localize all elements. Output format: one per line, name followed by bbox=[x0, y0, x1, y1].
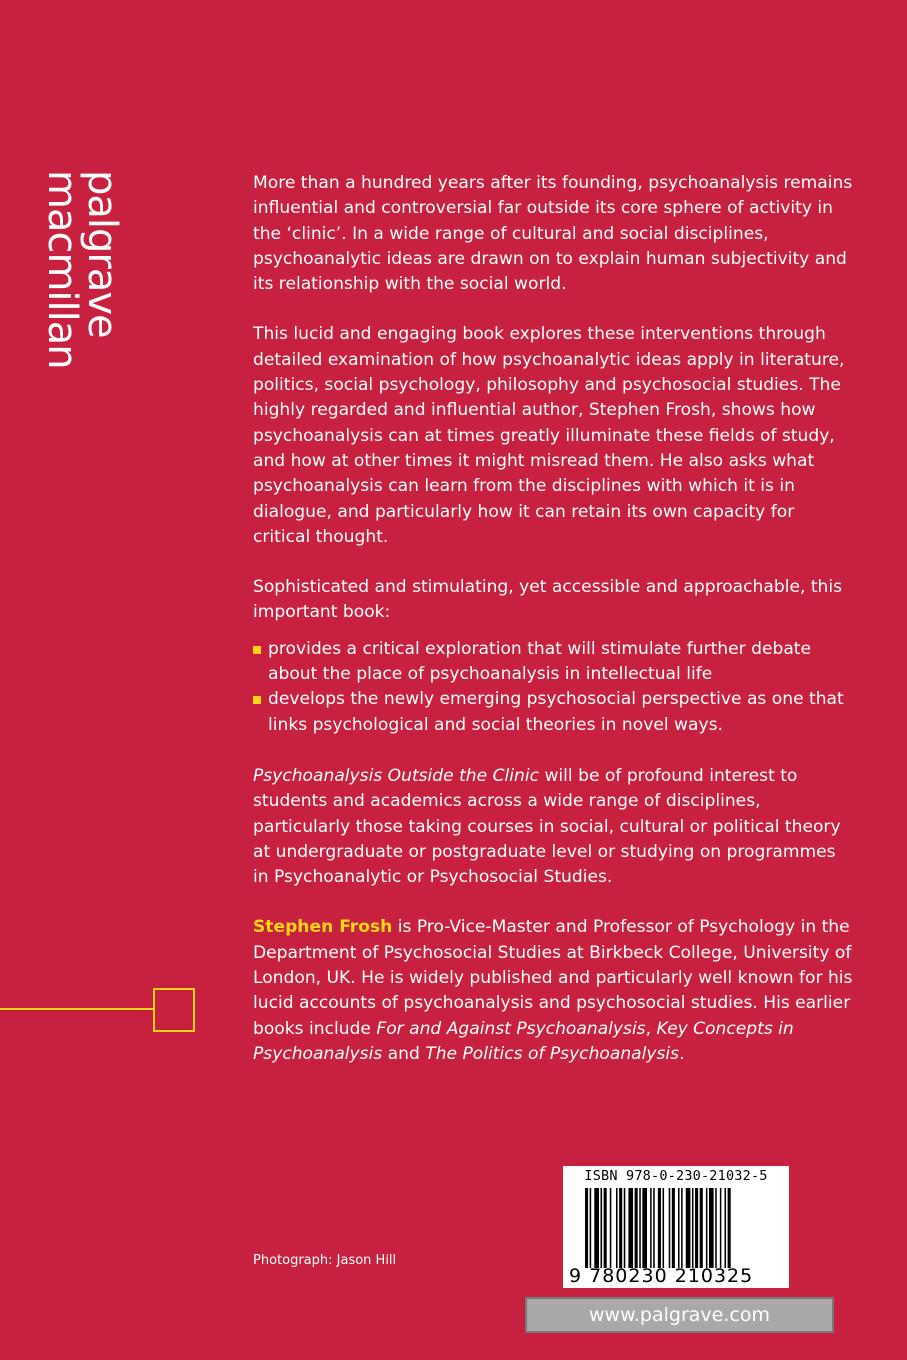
bullet-item bbox=[253, 637, 853, 688]
bullet-square-icon bbox=[253, 646, 261, 654]
blurb-text bbox=[253, 171, 853, 1092]
separator: , bbox=[645, 1018, 657, 1039]
barcode-bar bbox=[663, 1188, 665, 1268]
barcode-bar bbox=[653, 1188, 655, 1268]
paragraph-audience bbox=[253, 764, 853, 890]
barcode-bar bbox=[590, 1188, 592, 1268]
barcode-bar bbox=[604, 1188, 607, 1268]
book-title: Psychoanalysis Outside the Clinic bbox=[253, 765, 540, 786]
barcode-bar bbox=[725, 1188, 727, 1268]
barcode-bar bbox=[624, 1188, 626, 1268]
barcode-bar bbox=[639, 1188, 641, 1268]
barcode-bar bbox=[706, 1188, 708, 1268]
barcode-bar bbox=[650, 1188, 652, 1268]
barcode-bar bbox=[728, 1188, 731, 1268]
barcode-bar bbox=[678, 1188, 680, 1268]
separator: and bbox=[382, 1043, 426, 1064]
bullet-item bbox=[253, 687, 853, 738]
barcode-bar bbox=[594, 1188, 599, 1268]
photo-credit: Photograph: Jason Hill bbox=[253, 1253, 397, 1268]
barcode-bar bbox=[715, 1188, 717, 1268]
bullet-list bbox=[253, 637, 853, 738]
barcode-bar bbox=[686, 1188, 691, 1268]
logo-line-palgrave: palgrave bbox=[79, 170, 125, 338]
barcode-bar bbox=[700, 1188, 703, 1268]
barcode-bar bbox=[669, 1188, 671, 1268]
barcode-bar bbox=[628, 1188, 633, 1268]
barcode-bar bbox=[695, 1188, 698, 1268]
barcode-bar bbox=[672, 1188, 675, 1268]
author-name: Stephen Frosh bbox=[253, 917, 393, 938]
bullet-text: develops the newly emerging psychosocial perspective as one that links psychological and social theories in novel ways. bbox=[268, 689, 844, 735]
paragraph-lead-in: Sophisticated and stimulating, yet accessible and approachable, this important book: bbox=[253, 577, 843, 623]
barcode-bar bbox=[681, 1188, 683, 1268]
barcode-bar bbox=[692, 1188, 694, 1268]
barcode-bar bbox=[601, 1188, 603, 1268]
barcode-bar bbox=[619, 1188, 622, 1268]
barcode-bar bbox=[642, 1188, 647, 1268]
barcode-bar bbox=[610, 1188, 612, 1268]
ean-digits: 9 780230 210325 bbox=[569, 1265, 754, 1287]
paragraph-author-bio bbox=[253, 915, 853, 1067]
audience-text: will be of profound interest to students and academics across a wide range of disciplines, particularly those taking courses in social, cultural or political theory at undergraduate or postgraduate level or studying on programmes in Psychoanalytic or Psychosocial Studies. bbox=[253, 765, 841, 888]
isbn-barcode bbox=[563, 1166, 789, 1288]
paragraph-intro: More than a hundred years after its founding, psychoanalysis remains influential and controversial far outside its core sphere of activity in the ‘clinic’. In a wide range of cultural and social disciplines, psychoanalytic ideas are drawn on to explain human subjectivity and its relationship with the social world. bbox=[253, 173, 853, 295]
earlier-book-2: Key Concepts in Psychoanalysis bbox=[253, 1018, 794, 1064]
isbn-label: ISBN 978-0-230-21032-5 bbox=[584, 1168, 768, 1184]
bullet-text: provides a critical exploration that will stimulate further debate about the place of psychoanalysis in intellectual life bbox=[268, 638, 812, 685]
paragraph-description: This lucid and engaging book explores these interventions through detailed examination of how psychoanalytic ideas apply in literature, politics, social psychology, philosophy and psychosocial studies. The highly regarded and influential author, Stephen Frosh, shows how psychoanalysis can at times greatly illuminate these fields of study, and how at other times it might misread them. He also asks what psychoanalysis can learn from the disciplines with which it is in dialogue, and particularly how it can retain its own capacity for critical thought. bbox=[253, 324, 845, 547]
barcode-bar bbox=[616, 1188, 618, 1268]
barcode-bars bbox=[585, 1188, 781, 1268]
barcode-bar bbox=[585, 1188, 588, 1268]
accent-line bbox=[0, 1008, 155, 1010]
publisher-url[interactable]: www.palgrave.com bbox=[525, 1297, 834, 1333]
accent-box bbox=[153, 988, 195, 1032]
bullet-square-icon bbox=[253, 696, 261, 704]
publisher-logo bbox=[18, 170, 125, 370]
logo-line-macmillan: macmillan bbox=[39, 170, 85, 369]
barcode-bar bbox=[658, 1188, 661, 1268]
barcode-bar bbox=[720, 1188, 722, 1268]
period: . bbox=[679, 1043, 685, 1064]
earlier-book-3: The Politics of Psychoanalysis bbox=[425, 1043, 680, 1064]
earlier-book-1: For and Against Psychoanalysis bbox=[376, 1018, 646, 1039]
author-bio-text: is Pro-Vice-Master and Professor of Psychology in the Department of Psychosocial Studies at Birkbeck College, University of London, UK. He is widely published and particularly well known for his lucid accounts of psychoanalysis and psychosocial studies. His earlier books include bbox=[253, 917, 853, 1039]
barcode-bar bbox=[709, 1188, 714, 1268]
barcode-bar bbox=[635, 1188, 638, 1268]
